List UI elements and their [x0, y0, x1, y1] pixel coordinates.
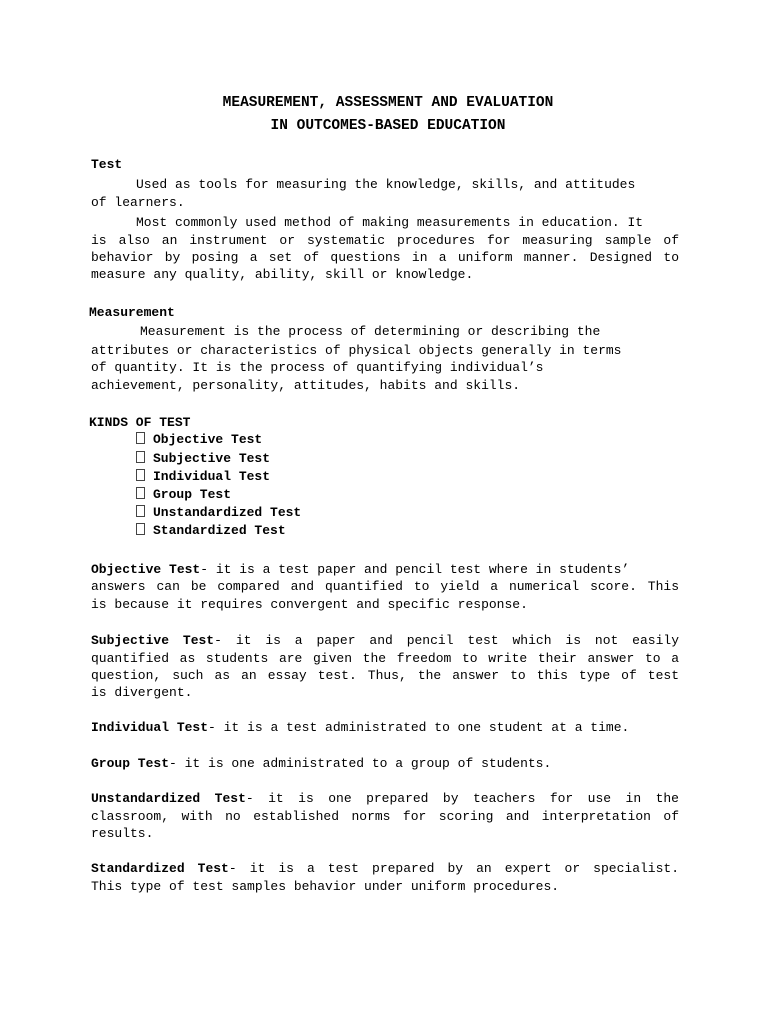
kinds-list-item-label: Individual Test — [153, 469, 271, 484]
unstandardized-test-line-2: classroom, with no established norms for scoring and interpretation of — [91, 809, 679, 824]
objective-test-line-3: is because it requires convergent and specific response. — [91, 597, 528, 612]
bullet-box-icon — [136, 451, 145, 463]
subjective-test-line-3: question, such as an essay test. Thus, the answer to this type of test — [91, 668, 679, 683]
bullet-box-icon — [136, 505, 145, 517]
test-paragraph-2-line-3: behavior by posing a set of questions in a uniform manner. Designed to — [91, 250, 679, 265]
kinds-list-item — [136, 431, 262, 449]
objective-test-text: - it is a test paper and pencil test where in students’ — [200, 562, 630, 577]
individual-test-text: - it is a test administrated to one student at a time. — [208, 720, 630, 735]
subjective-test-term: Subjective Test — [91, 633, 215, 648]
unstandardized-test-text: - it is one prepared by teachers for use in the — [245, 791, 679, 806]
kinds-list-item — [136, 522, 286, 540]
subjective-test-line-2: quantified as students are given the freedom to write their answer to a — [91, 651, 679, 666]
kinds-list-item-label: Group Test — [153, 487, 232, 502]
standardized-test-line-1 — [91, 860, 679, 878]
test-paragraph-2-line-1: Most commonly used method of making measurements in education. It — [136, 215, 644, 230]
standardized-test-term: Standardized Test — [91, 861, 229, 876]
test-paragraph-2-line-4: measure any quality, ability, skill or knowledge. — [91, 267, 474, 282]
subjective-test-line-1 — [91, 632, 679, 650]
test-paragraph-2-line-2: is also an instrument or systematic procedures for measuring sample of — [91, 233, 679, 248]
group-test-text: - it is one administrated to a group of students. — [169, 756, 552, 771]
measurement-line-1: Measurement is the process of determining or describing the — [140, 324, 601, 339]
unstandardized-test-line-3: results. — [91, 826, 154, 841]
standardized-test-line-2: This type of test samples behavior under uniform procedures. — [91, 879, 560, 894]
bullet-box-icon — [136, 523, 145, 535]
document-title-line-1: MEASUREMENT, ASSESSMENT AND EVALUATION — [222, 95, 554, 111]
kinds-list-item — [136, 468, 270, 486]
standardized-test-text: - it is a test prepared by an expert or specialist. — [228, 861, 679, 876]
kinds-list-item — [136, 504, 301, 522]
kinds-list-item-label: Subjective Test — [153, 451, 271, 466]
group-test-term: Group Test — [91, 756, 170, 771]
unstandardized-test-term: Unstandardized Test — [91, 791, 246, 806]
measurement-heading: Measurement — [89, 305, 175, 320]
bullet-box-icon — [136, 487, 145, 499]
unstandardized-test-line-1 — [91, 790, 679, 808]
individual-test-line-1 — [91, 719, 679, 737]
bullet-box-icon — [136, 469, 145, 481]
kinds-list-item — [136, 486, 231, 504]
kinds-list-item-label: Objective Test — [153, 432, 263, 447]
objective-test-line-2: answers can be compared and quantified to yield a numerical score. This — [91, 579, 679, 594]
kinds-list-item-label: Unstandardized Test — [153, 505, 302, 520]
measurement-line-4: achievement, personality, attitudes, habits and skills. — [91, 378, 521, 393]
kinds-list-item — [136, 450, 270, 468]
objective-test-line-1 — [91, 561, 679, 579]
subjective-test-line-4: is divergent. — [91, 685, 193, 700]
test-paragraph-1-line-1: Used as tools for measuring the knowledge, skills, and attitudes — [136, 177, 636, 192]
measurement-line-3: of quantity. It is the process of quantifying individual’s — [91, 360, 544, 375]
individual-test-term: Individual Test — [91, 720, 209, 735]
kinds-list-item-label: Standardized Test — [153, 523, 286, 538]
subjective-test-text: - it is a paper and pencil test which is not easily — [214, 633, 679, 648]
document-title-line-2: IN OUTCOMES-BASED EDUCATION — [270, 118, 506, 134]
kinds-of-test-heading: KINDS OF TEST — [89, 415, 191, 430]
test-heading: Test — [91, 157, 123, 172]
bullet-box-icon — [136, 432, 145, 444]
group-test-line-1 — [91, 755, 679, 773]
test-paragraph-1-line-2: of learners. — [91, 195, 185, 210]
objective-test-term: Objective Test — [91, 562, 201, 577]
measurement-line-2: attributes or characteristics of physical objects generally in terms — [91, 343, 622, 358]
